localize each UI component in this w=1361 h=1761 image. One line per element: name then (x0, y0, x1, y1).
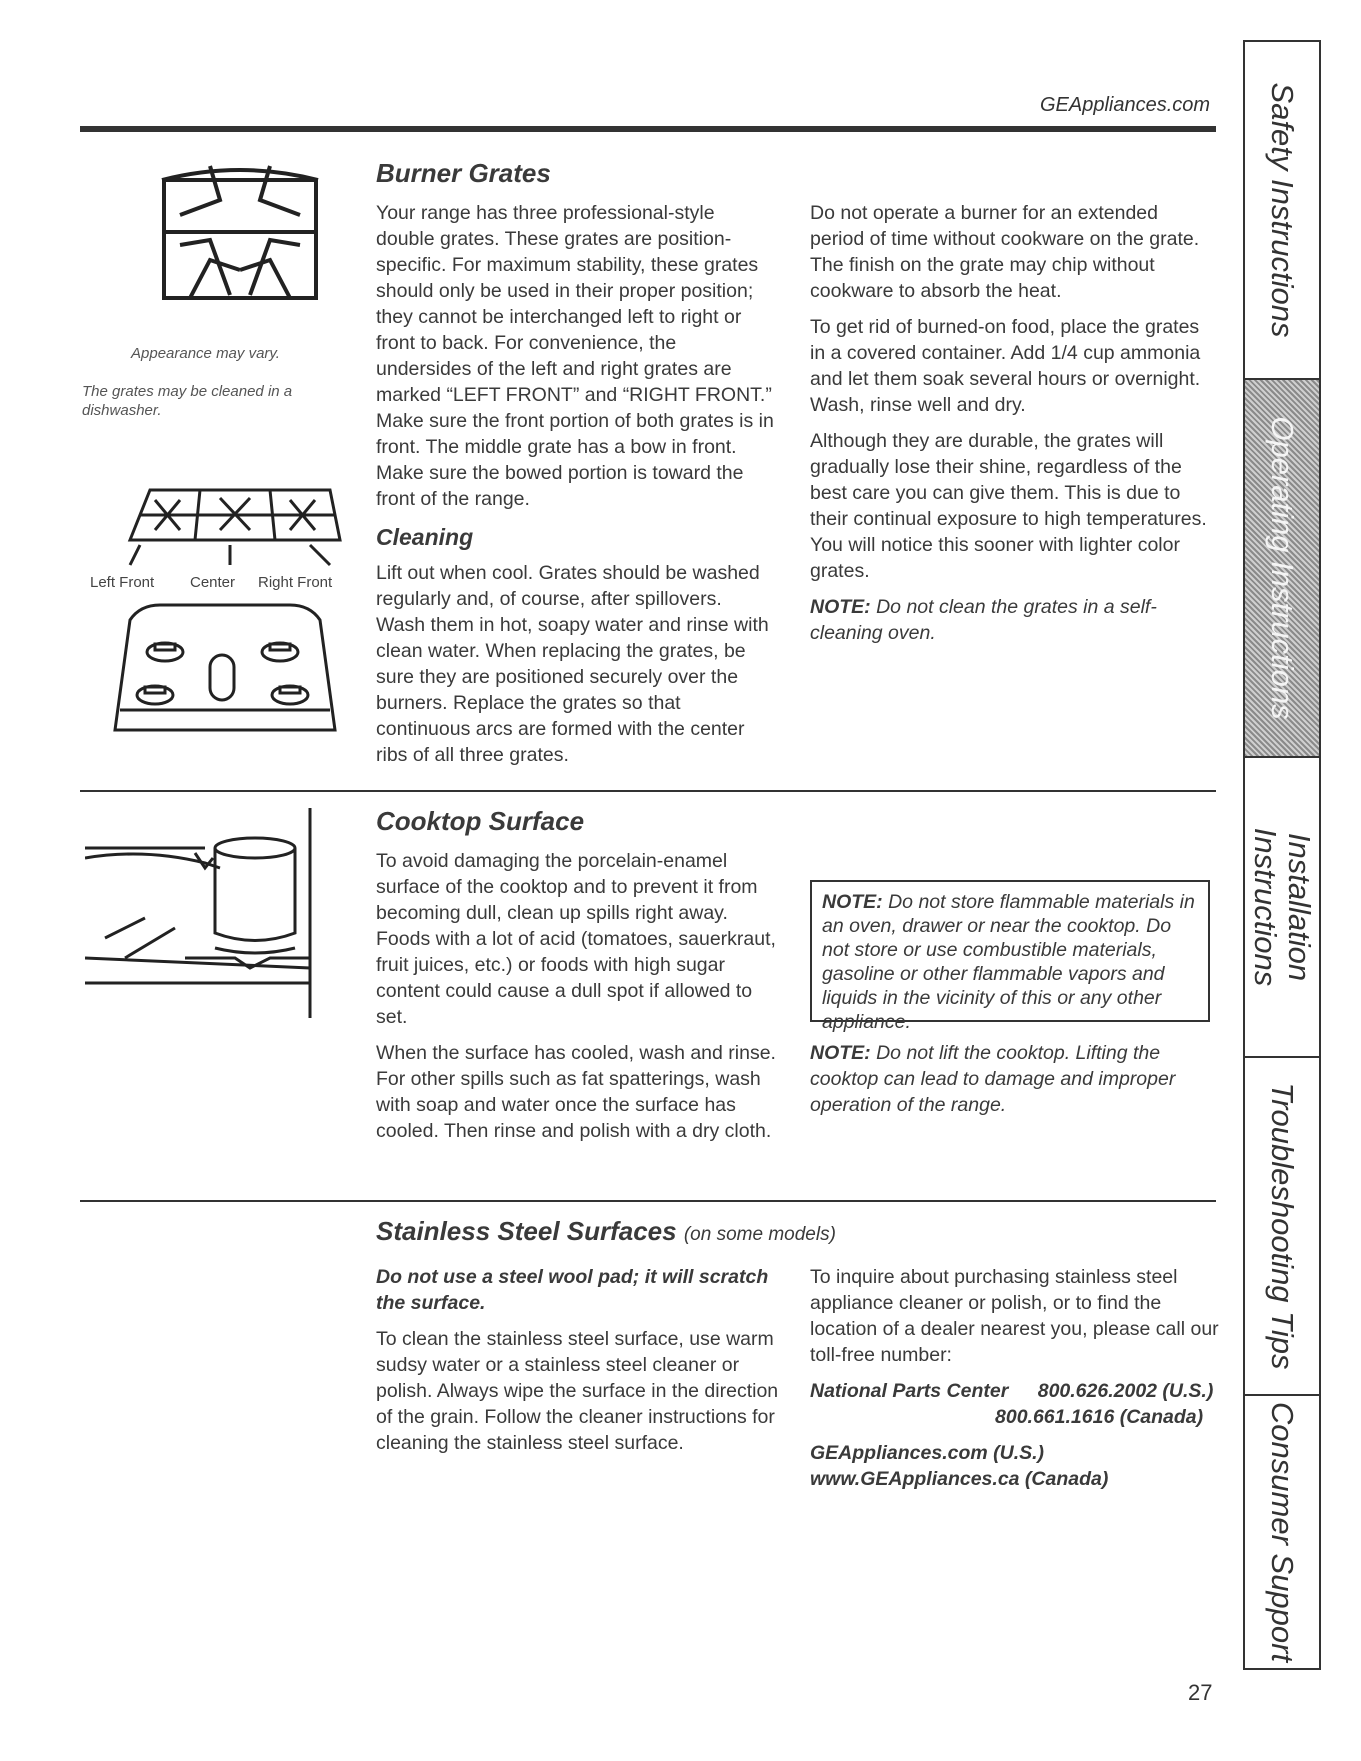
steel-wool-warning: Do not use a steel wool pad; it will scratch the surface. (376, 1266, 769, 1314)
tab-consumer-support[interactable] (1245, 1396, 1319, 1668)
note-label: NOTE: (810, 596, 871, 618)
web-us[interactable]: GEAppliances.com (U.S.) (810, 1442, 1045, 1464)
stainless-col1 (376, 1264, 786, 1466)
single-grate-illustration (150, 160, 330, 310)
callout-center: Center (190, 574, 236, 591)
stainless-col2 (810, 1264, 1220, 1502)
burner-grates-ammonia: To get rid of burned-on food, place the grates in a covered container. Add 1/4 cup ammonia and let them soak several hours or overnight. Wash, rinse well and dry. (810, 316, 1201, 416)
lift-note-text: Do not lift the cooktop. Lifting the cooktop can lead to damage and improper operation of the range. (810, 1042, 1176, 1116)
header-rule (80, 126, 1216, 132)
cooktop-title: Cooktop Surface (376, 806, 585, 836)
caption-dishwasher: The grates may be cleaned in a dishwasher. (82, 383, 293, 419)
stainless-title (376, 1216, 836, 1247)
burner-grates-intro: Your range has three professional-style double grates. These grates are position-specific. For maximum stability, these grates should only be used in their proper position; they cannot be interchanged left to right or front to back. For convenience, the undersides of the left and right grates are marked “LEFT FRONT” and “RIGHT FRONT.” Make sure the front portion of both grates is in front. The middle grate has a bow in front. Make sure the bowed portion is toward the front of the range. (376, 202, 774, 510)
lift-note-label: NOTE: (810, 1042, 871, 1064)
tab-safety-instructions[interactable] (1245, 42, 1319, 380)
tab-operating-instructions[interactable] (1245, 380, 1319, 758)
burner-grates-note (810, 594, 1215, 646)
cooktop-p1: To avoid damaging the porcelain-enamel surface of the cooktop and to prevent it from becoming dull, clean up spills right away. Foods with a lot of acid (tomatoes, sauerkraut, fruit juices, etc.) or foods with high sugar content could cause a dull spot if allowed to set. (376, 850, 776, 1028)
cooktop-col1 (376, 848, 776, 1154)
stainless-title-suffix: (on some models) (683, 1224, 836, 1245)
page-number: 27 (1188, 1680, 1213, 1705)
box-note-label: NOTE: (822, 891, 883, 913)
tab-label-troubleshooting: Troubleshooting Tips (1265, 1082, 1300, 1370)
parts-center-us: 800.626.2002 (U.S.) (1037, 1380, 1214, 1402)
cleaning-col (376, 560, 776, 778)
divider-cooktop (80, 790, 1216, 792)
site-url: GEAppliances.com (1040, 94, 1211, 116)
burner-grates-title: Burner Grates (376, 158, 551, 188)
tab-label-installation: Installation Instructions (1248, 827, 1317, 987)
web-canada[interactable]: www.GEAppliances.ca (Canada) (810, 1468, 1109, 1490)
pot-on-burner-illustration (85, 808, 315, 1018)
box-note-text: Do not store flammable materials in an oven, drawer or near the cooktop. Do not store or use combustible materials, gasoline or other flammable vapors and liquids in the vicinity of this or any other appliance. (822, 891, 1195, 1033)
three-grates-illustration (110, 470, 350, 570)
parts-center-line (810, 1378, 1220, 1404)
cleaning-title: Cleaning (376, 524, 474, 550)
callout-right-front: Right Front (258, 574, 333, 591)
divider-stainless (80, 1200, 1216, 1202)
stainless-title-text: Stainless Steel Surfaces (376, 1216, 677, 1246)
tab-label-safety: Safety Instructions (1265, 82, 1300, 338)
cooktop-lift-note (810, 1040, 1210, 1118)
note-text: Do not clean the grates in a self-cleaning oven. (810, 596, 1157, 644)
tab-troubleshooting-tips[interactable] (1245, 1058, 1319, 1396)
parts-center-label: National Parts Center (810, 1380, 1009, 1402)
cooktop-col2 (810, 1040, 1210, 1128)
section-tabs (1243, 40, 1321, 1670)
burner-grates-col2 (810, 200, 1215, 656)
burner-grates-durable: Although they are durable, the grates will gradually lose their shine, regardless of the best care you can give them. This is due to their continual exposure to high temperatures. You will notice this sooner with lighter color grates. (810, 430, 1207, 582)
tab-label-operating: Operating Instructions (1265, 416, 1300, 720)
callout-left-front: Left Front (90, 574, 155, 591)
burner-grates-col1 (376, 200, 776, 522)
tab-label-consumer: Consumer Support (1265, 1401, 1300, 1663)
cooktop-p2: When the surface has cooled, wash and rinse. For other spills such as fat spatterings, wash with soap and water once the surface has cooled. Then rinse and polish with a dry cloth. (376, 1042, 776, 1142)
tab-installation-instructions[interactable] (1245, 758, 1319, 1058)
cooktop-burners-illustration (110, 600, 340, 740)
flammable-note-box (810, 880, 1210, 1033)
stainless-p1: To clean the stainless steel surface, use warm sudsy water or a stainless steel cleaner or polish. Always wipe the surface in the direction of the grain. Follow the cleaner instructions for cleaning the stainless steel surface. (376, 1328, 779, 1454)
caption-appearance: Appearance may vary. (131, 345, 280, 362)
parts-center-canada: 800.661.1616 (Canada) (995, 1406, 1204, 1428)
burner-grates-extended: Do not operate a burner for an extended period of time without cookware on the grate. The finish on the grate may chip without cookware to absorb the heat. (810, 202, 1200, 302)
cleaning-text: Lift out when cool. Grates should be washed regularly and, of course, after spillovers. Wash them in hot, soapy water and rinse with clean water. When replacing the grates, be sure they are positioned securely over the burners. Replace the grates so that continuous arcs are formed with the center ribs of all three grates. (376, 562, 769, 766)
stainless-p2: To inquire about purchasing stainless steel appliance cleaner or polish, or to find the location of a dealer nearest you, please call our toll-free number: (810, 1266, 1219, 1366)
